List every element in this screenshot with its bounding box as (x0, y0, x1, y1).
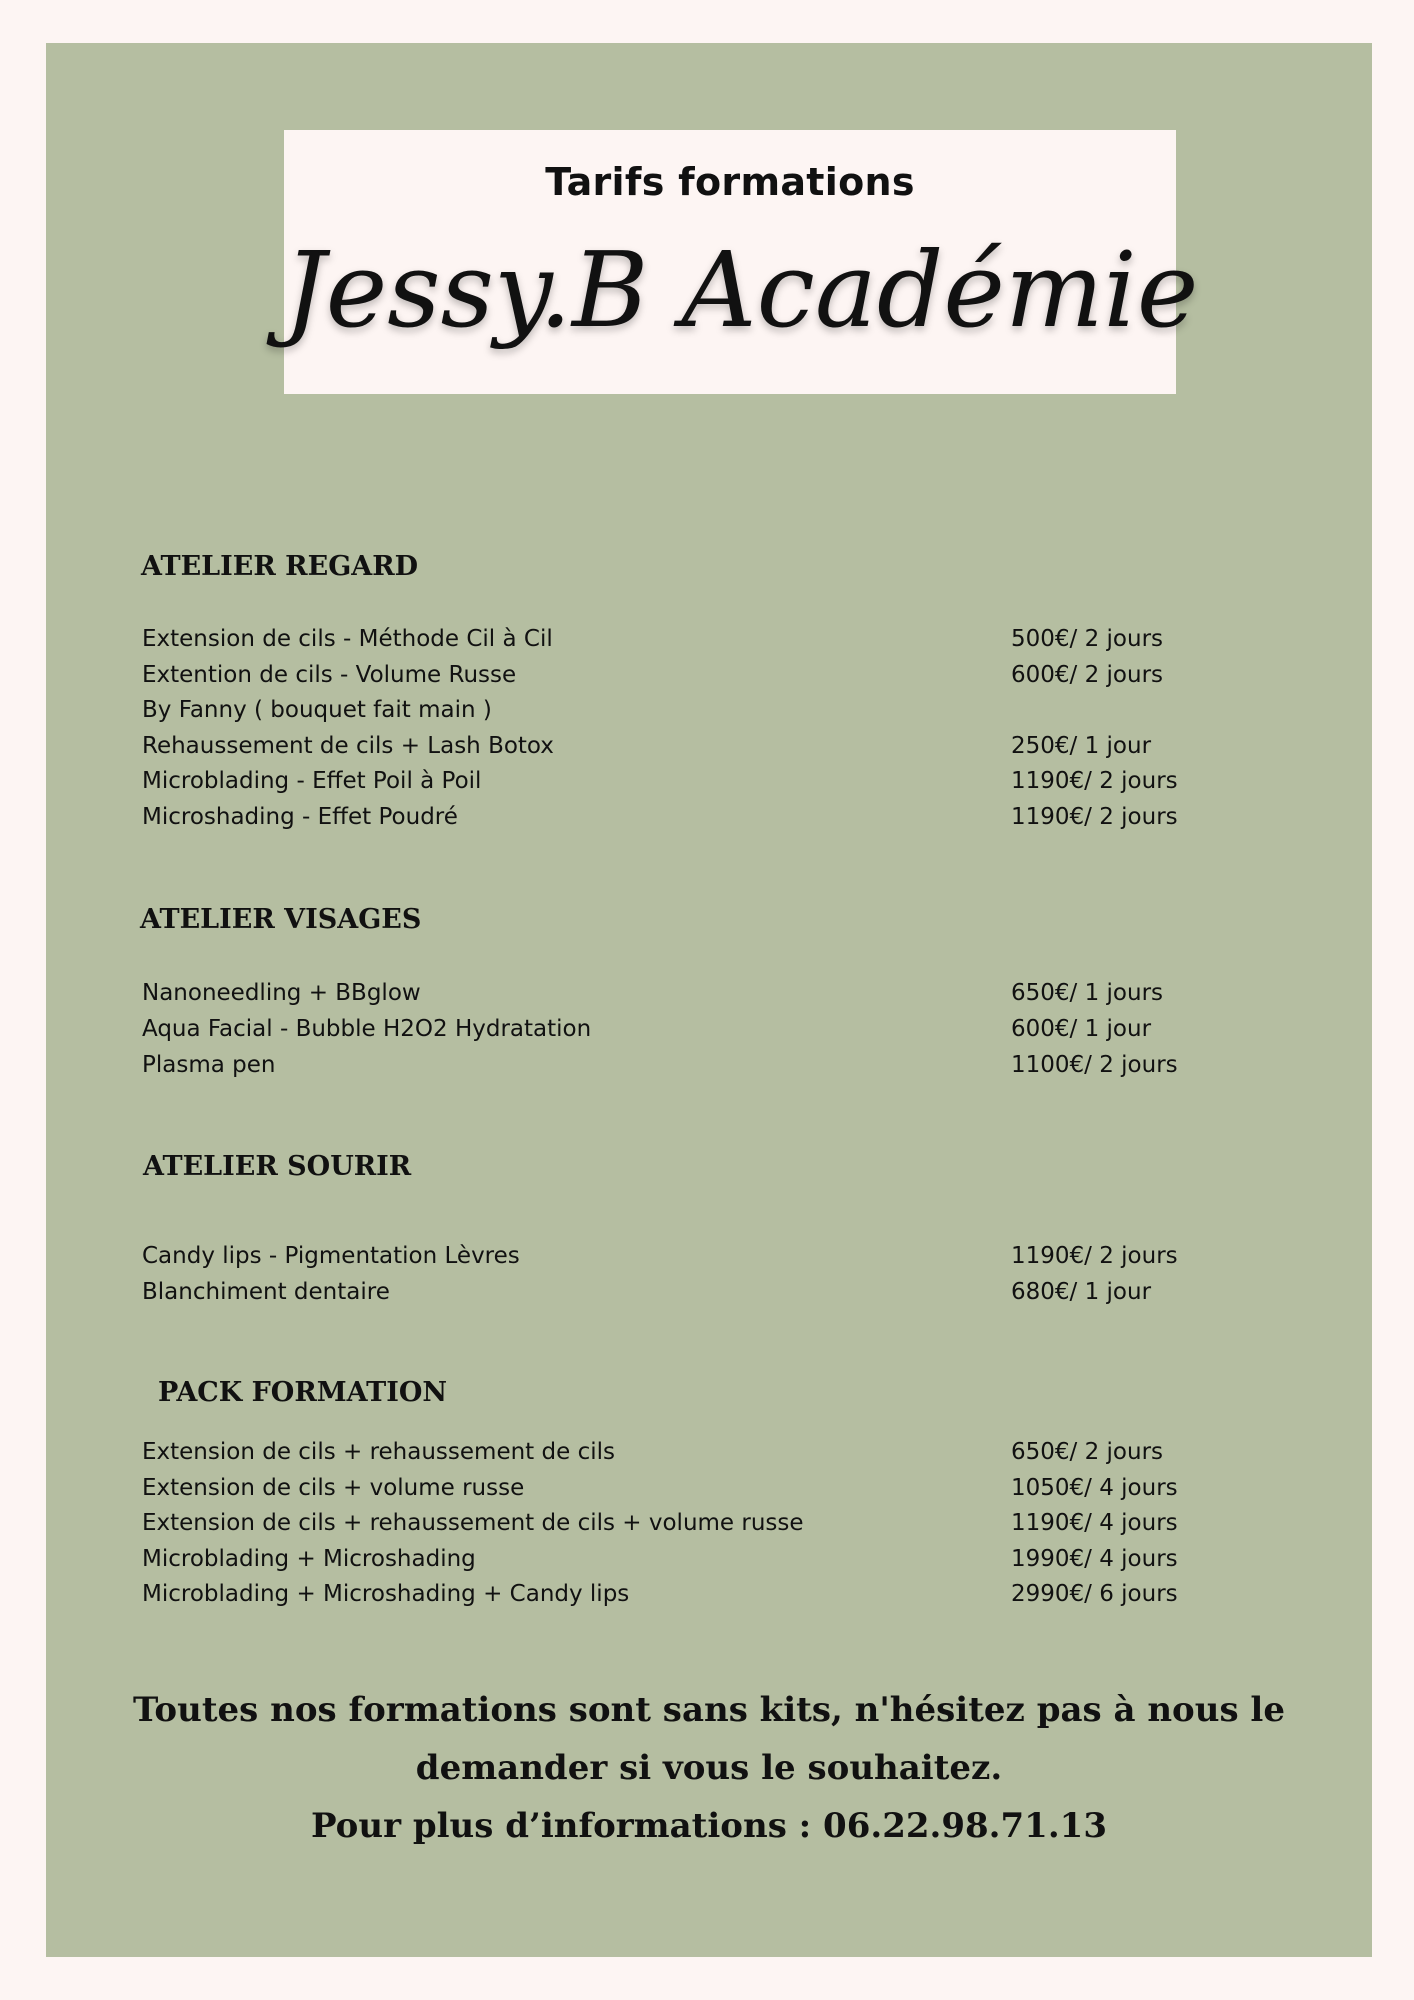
price-panel (46, 43, 1372, 1957)
item-price: 1190€/ 2 jours (1011, 768, 1178, 794)
item-price: 2990€/ 6 jours (1011, 1581, 1178, 1607)
item-price: 1190€/ 4 jours (1011, 1510, 1178, 1536)
item-name: Extension de cils + rehaussement de cils + volume russe (142, 1510, 804, 1536)
list-item (142, 1505, 1292, 1541)
item-name: Rehaussement de cils + Lash Botox (142, 733, 554, 759)
item-name: Microblading + Microshading + Candy lips (142, 1581, 630, 1607)
list-item (142, 1011, 1292, 1047)
item-name: Microblading - Effet Poil à Poil (142, 768, 482, 794)
item-name: Extension de cils - Méthode Cil à Cil (142, 626, 553, 652)
item-price: 1990€/ 4 jours (1011, 1546, 1178, 1572)
header-card (284, 130, 1199, 394)
item-price: 1190€/ 2 jours (1011, 804, 1178, 830)
item-name: Extension de cils + volume russe (142, 1475, 525, 1501)
item-name: Extension de cils + rehaussement de cils (142, 1439, 615, 1465)
item-name: Microblading + Microshading (142, 1546, 476, 1572)
list-item (142, 975, 1292, 1011)
list-item (142, 692, 1292, 728)
item-price: 600€/ 1 jour (1011, 1016, 1152, 1042)
item-name: Extention de cils - Volume Russe (142, 662, 517, 688)
brand-logo-text: Jessy.B Académie (284, 229, 1199, 351)
list-item (142, 1470, 1292, 1506)
item-name: Microshading - Effet Poudré (142, 804, 458, 830)
section-title-pack: PACK FORMATION (158, 1377, 448, 1408)
item-name: Blanchiment dentaire (142, 1279, 390, 1305)
item-price: 650€/ 2 jours (1011, 1439, 1164, 1465)
footer-line-kits: Toutes nos formations sont sans kits, n'hésitez pas à nous le (133, 1690, 1285, 1730)
item-name: Nanoneedling + BBglow (142, 980, 421, 1006)
footer-line-contact: Pour plus d’informations : 06.22.98.71.13 (311, 1806, 1107, 1846)
item-price: 680€/ 1 jour (1011, 1279, 1152, 1305)
item-price: 500€/ 2 jours (1011, 626, 1164, 652)
item-price: 250€/ 1 jour (1011, 733, 1152, 759)
list-item (142, 1238, 1292, 1274)
item-price: 600€/ 2 jours (1011, 662, 1164, 688)
section-title-visages: ATELIER VISAGES (140, 904, 422, 935)
list-item (142, 1541, 1292, 1577)
item-name: Aqua Facial - Bubble H2O2 Hydratation (142, 1016, 592, 1042)
list-item (142, 657, 1292, 693)
list-item (142, 1047, 1292, 1083)
header-subtitle: Tarifs formations (545, 160, 915, 204)
section-title-regard: ATELIER REGARD (141, 551, 419, 582)
list-item (142, 799, 1292, 835)
list-item (142, 1274, 1292, 1310)
footer-note (46, 1681, 1372, 1855)
item-name: By Fanny ( bouquet fait main ) (142, 697, 492, 723)
section-title-sourir: ATELIER SOURIR (143, 1151, 412, 1182)
item-price: 1100€/ 2 jours (1011, 1052, 1178, 1078)
list-item (142, 1434, 1292, 1470)
footer-line-ask: demander si vous le souhaitez. (415, 1748, 1003, 1788)
list-item (142, 621, 1292, 657)
list-item (142, 763, 1292, 799)
item-name: Candy lips - Pigmentation Lèvres (142, 1243, 520, 1269)
list-item (142, 1576, 1292, 1612)
item-price: 650€/ 1 jours (1011, 980, 1164, 1006)
item-price: 1190€/ 2 jours (1011, 1243, 1178, 1269)
item-price: 1050€/ 4 jours (1011, 1475, 1178, 1501)
list-item (142, 728, 1292, 764)
item-name: Plasma pen (142, 1052, 276, 1078)
